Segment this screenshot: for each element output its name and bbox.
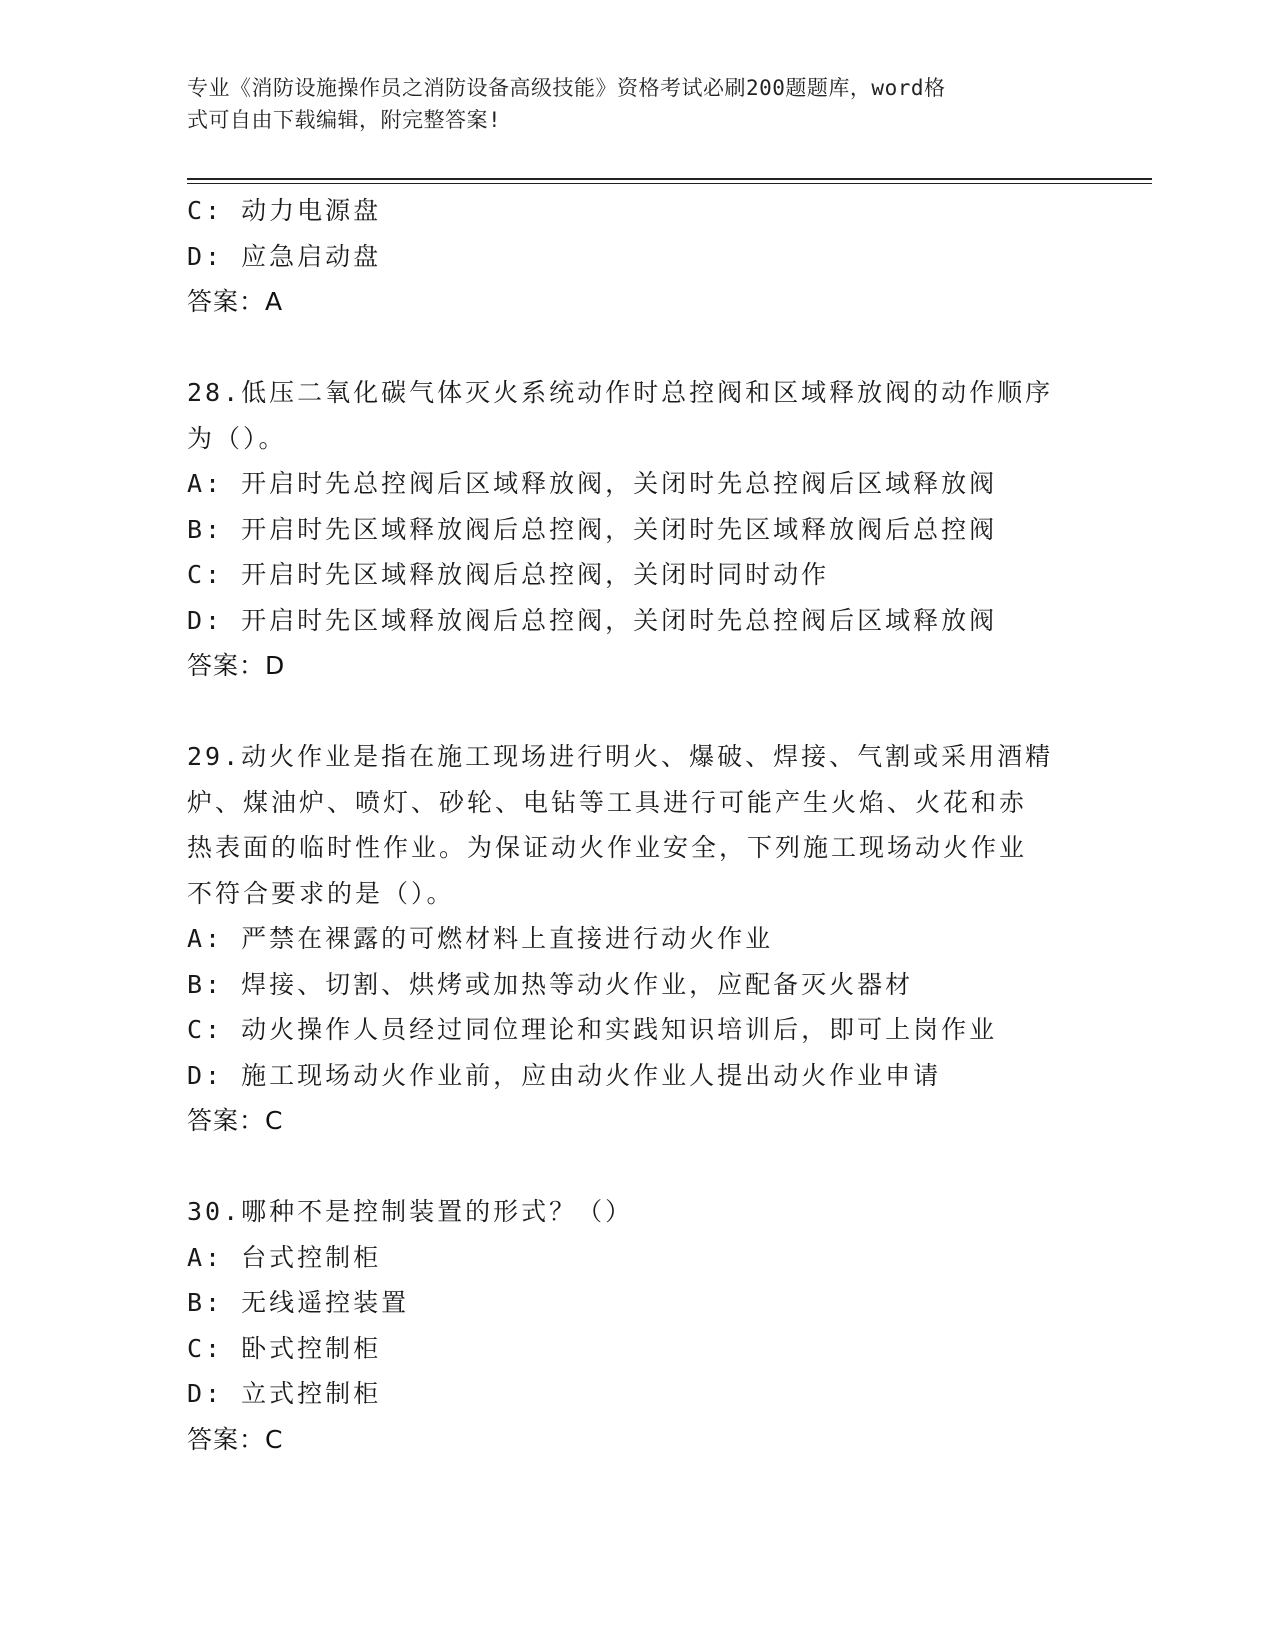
question-block-28 bbox=[187, 370, 1087, 689]
answer-line: 答案：A bbox=[187, 287, 284, 316]
option-d: D: 应急启动盘 bbox=[187, 241, 382, 271]
answer-line: 答案：D bbox=[187, 651, 286, 680]
question-spacer bbox=[187, 325, 1087, 371]
option-b: B: 无线遥控装置 bbox=[187, 1288, 410, 1317]
option-d: D: 施工现场动火作业前，应由动火作业人提出动火作业申请 bbox=[187, 1060, 942, 1090]
header-divider-thick bbox=[187, 178, 1152, 180]
option-d: D: 开启时先区域释放阀后总控阀，关闭时先总控阀后区域释放阀 bbox=[187, 605, 998, 635]
answer-line: 答案：C bbox=[187, 1424, 284, 1454]
header-line-1: 专业《消防设施操作员之消防设备高级技能》资格考试必刷200题题库，word格 bbox=[187, 76, 946, 100]
option-a: A: 台式控制柜 bbox=[187, 1242, 382, 1272]
question-text: 热表面的临时性作业。为保证动火作业安全，下列施工现场动火作业 bbox=[187, 833, 1028, 862]
document-header bbox=[187, 72, 1067, 136]
option-a: A: 开启时先总控阀后区域释放阀，关闭时先总控阀后区域释放阀 bbox=[187, 469, 998, 498]
answer-line: 答案：C bbox=[187, 1106, 284, 1135]
option-c: C: 卧式控制柜 bbox=[187, 1333, 382, 1363]
option-b: B: 焊接、切割、烘烤或加热等动火作业，应配备灭火器材 bbox=[187, 969, 914, 999]
question-text: 为（）。 bbox=[187, 423, 287, 453]
question-list bbox=[187, 188, 1087, 1462]
question-text: 30.哪种不是控制装置的形式？（） bbox=[187, 1197, 634, 1226]
question-block-27 bbox=[187, 188, 1087, 325]
question-block-29 bbox=[187, 734, 1087, 1144]
header-line-2: 式可自由下载编辑，附完整答案! bbox=[187, 108, 502, 132]
question-text: 炉、煤油炉、喷灯、砂轮、电钻等工具进行可能产生火焰、火花和赤 bbox=[187, 787, 1028, 817]
question-spacer bbox=[187, 689, 1087, 735]
option-c: C: 动火操作人员经过同位理论和实践知识培训后，即可上岗作业 bbox=[187, 1015, 998, 1044]
option-a: A: 严禁在裸露的可燃材料上直接进行动火作业 bbox=[187, 924, 774, 953]
question-spacer bbox=[187, 1144, 1087, 1190]
header-divider-thin bbox=[187, 183, 1152, 184]
question-text: 不符合要求的是（）。 bbox=[187, 878, 455, 908]
option-d: D: 立式控制柜 bbox=[187, 1379, 382, 1408]
question-text: 29.动火作业是指在施工现场进行明火、爆破、焊接、气割或采用酒精 bbox=[187, 742, 1054, 771]
option-b: B: 开启时先区域释放阀后总控阀，关闭时先区域释放阀后总控阀 bbox=[187, 514, 998, 544]
option-c: C: 开启时先区域释放阀后总控阀，关闭时同时动作 bbox=[187, 560, 830, 589]
option-c: C: 动力电源盘 bbox=[187, 196, 382, 225]
question-block-30 bbox=[187, 1189, 1087, 1462]
question-text: 28.低压二氧化碳气体灭火系统动作时总控阀和区域释放阀的动作顺序 bbox=[187, 378, 1054, 407]
